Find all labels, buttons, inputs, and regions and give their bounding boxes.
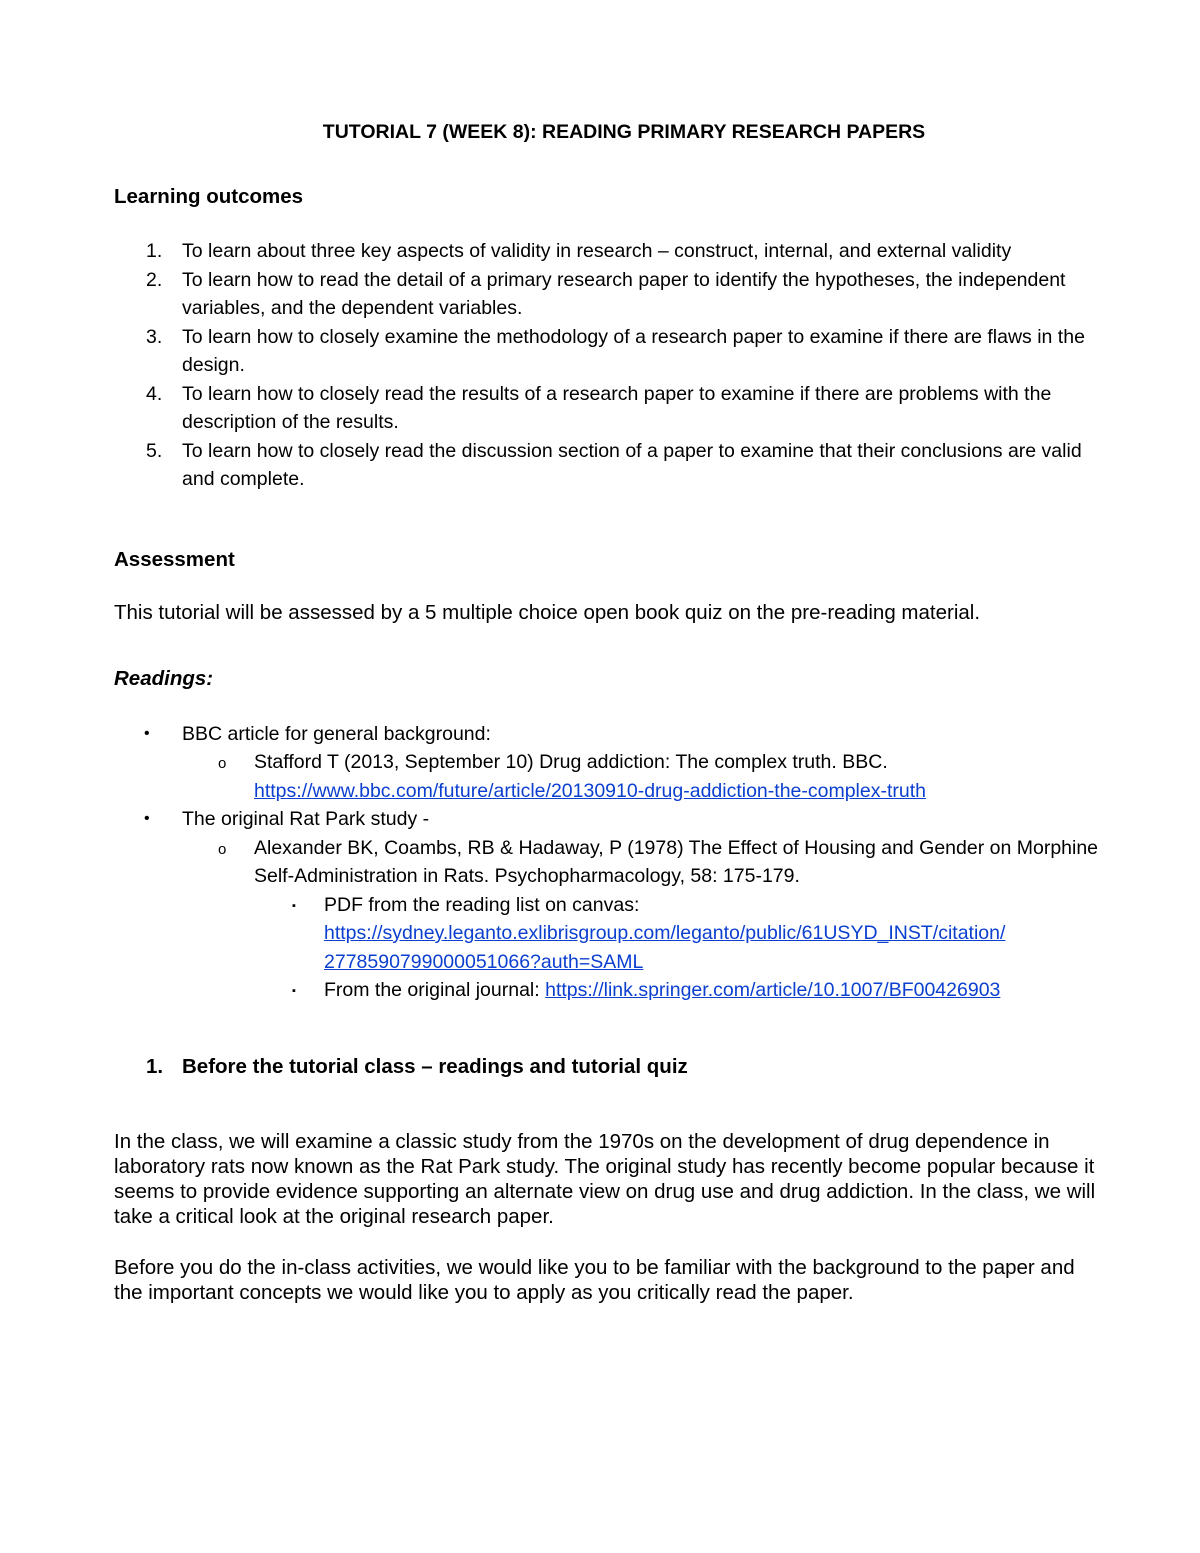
source-label: From the original journal: <box>324 979 546 1001</box>
list-item-text: To learn how to closely read the discussion section of a paper to examine that their conclusions are valid and complete. <box>182 439 1082 490</box>
reading-label: BBC article for general background: <box>182 722 491 745</box>
square-bullet-icon: ▪ <box>292 899 296 912</box>
bullet-icon: • <box>144 810 150 827</box>
list-number: 2. <box>146 268 163 291</box>
list-item-text: To learn how to closely examine the methodology of a research paper to examine if there are flaws in the design. <box>182 325 1085 376</box>
sub-bullet-icon: o <box>218 840 227 858</box>
leganto-pdf-link[interactable] <box>324 922 1005 973</box>
square-bullet-icon: ▪ <box>292 985 296 997</box>
list-item <box>114 266 1104 323</box>
learning-outcomes-list <box>114 237 1104 494</box>
citation-text: Alexander BK, Coambs, RB & Hadaway, P (1978) The Effect of Housing and Gender on Morphine Self-Administration in Rats. Psychopharmacology, 58: 175-179. <box>254 836 1099 887</box>
list-item-text: To learn how to closely read the results of a research paper to examine if there are problems with the description of the results. <box>182 382 1052 433</box>
reading-source-journal <box>114 976 1104 1005</box>
list-item <box>114 237 1104 266</box>
section-title: Before the tutorial class – readings and tutorial quiz <box>182 1054 688 1078</box>
springer-journal-link[interactable]: https://link.springer.com/article/10.1007/BF00426903 <box>545 979 1001 1001</box>
reading-label: The original Rat Park study - <box>182 808 430 830</box>
section-1-heading <box>114 1053 1104 1082</box>
list-number: 4. <box>146 382 163 405</box>
assessment-heading: Assessment <box>114 547 235 571</box>
list-item-text: To learn about three key aspects of validity in research – construct, internal, and external validity <box>182 240 1012 262</box>
list-number: 3. <box>146 325 163 348</box>
bbc-article-link[interactable]: https://www.bbc.com/future/article/20130910-drug-addiction-the-complex-truth <box>254 779 926 802</box>
reading-source-pdf <box>114 891 1104 977</box>
link-line: https://sydney.leganto.exlibrisgroup.com/leganto/public/61USYD_INST/citation/ <box>324 922 1006 944</box>
reading-item-bbc <box>114 720 1104 749</box>
learning-outcomes-heading: Learning outcomes <box>114 184 304 208</box>
assessment-text: This tutorial will be assessed by a 5 multiple choice open book quiz on the pre-reading material. <box>114 601 981 624</box>
link-line: 2778590799000051066?auth=SAML <box>324 950 644 973</box>
citation-text: Stafford T (2013, September 10) Drug addiction: The complex truth. BBC. <box>254 751 888 773</box>
reading-citation-rat-park <box>114 834 1104 891</box>
source-label: PDF from the reading list on canvas: <box>324 893 640 916</box>
bullet-icon: • <box>144 724 150 742</box>
document-body <box>114 118 1104 1305</box>
list-item <box>114 323 1104 380</box>
readings-heading: Readings: <box>114 667 214 690</box>
list-item <box>114 437 1104 494</box>
page-title: TUTORIAL 7 (WEEK 8): READING PRIMARY RESEARCH PAPERS <box>322 121 926 143</box>
list-item-text: To learn how to read the detail of a primary research paper to identify the hypotheses, the independent variables, and the dependent variables. <box>182 268 1066 319</box>
list-number: 1. <box>146 240 163 262</box>
section-1-paragraph-2: Before you do the in-class activities, we would like you to be familiar with the background to the paper and the important concepts we would like you to apply as you critically read the paper. <box>114 1256 1075 1304</box>
section-1-paragraph-1: In the class, we will examine a classic study from the 1970s on the development of drug dependence in laboratory rats now known as the Rat Park study. The original study has recently become popular because it seems to provide evidence supporting an alternate view on drug use and drug addiction. In the class, we will take a critical look at the original research paper. <box>114 1130 1096 1228</box>
list-item <box>114 380 1104 437</box>
section-number: 1. <box>146 1054 164 1078</box>
sub-bullet-icon: o <box>218 755 227 772</box>
reading-citation-bbc <box>114 748 1104 805</box>
reading-item-rat-park <box>114 805 1104 834</box>
list-number: 5. <box>146 439 163 462</box>
